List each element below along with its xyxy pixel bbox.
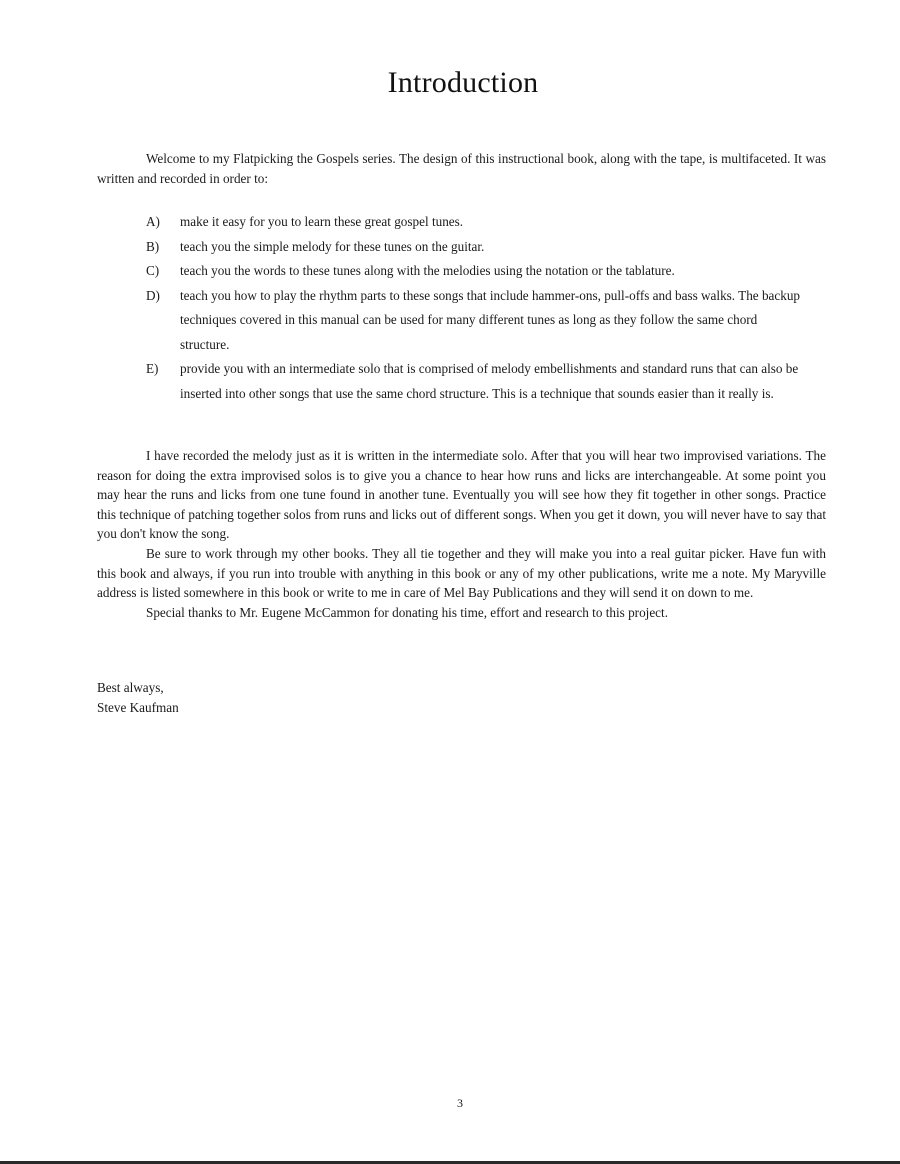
list-text: provide you with an intermediate solo that is comprised of melody embellishments and standard runs that can also be inserted into other songs that use the same chord structure. This is a technique that sounds easier than it really is. bbox=[180, 361, 799, 401]
list-text: teach you the words to these tunes along with the melodies using the notation or the tablature. bbox=[180, 263, 675, 278]
closing-block bbox=[97, 678, 179, 718]
list-item bbox=[146, 284, 826, 358]
list-marker: E) bbox=[146, 361, 159, 376]
body-paragraphs bbox=[97, 446, 826, 622]
salutation: Best always, bbox=[97, 680, 164, 695]
thanks-paragraph: Special thanks to Mr. Eugene McCammon for donating his time, effort and research to this project. bbox=[146, 604, 668, 620]
list-marker: A) bbox=[146, 214, 160, 229]
list-text: make it easy for you to learn these great gospel tunes. bbox=[180, 214, 464, 229]
page-title: Introduction bbox=[387, 66, 539, 99]
list-item bbox=[146, 357, 826, 406]
list-item bbox=[146, 235, 826, 260]
page-number: 3 bbox=[457, 1096, 463, 1110]
intro-paragraph: Welcome to my Flatpicking the Gospels series. The design of this instructional book, along with the tape, is multifaceted. It was written and recorded in order to: bbox=[97, 151, 826, 186]
other-books-paragraph: Be sure to work through my other books. They all tie together and they will make you into a real guitar picker. Have fun with this book and always, if you run into trouble with anything in this book or any of my other publications, write me a note. My Maryville address is listed somewhere in this book or write to me in care of Mel Bay Publications and they will send it on down to me. bbox=[97, 545, 826, 601]
list-marker: C) bbox=[146, 263, 160, 278]
list-marker: D) bbox=[146, 287, 160, 303]
signature: Steve Kaufman bbox=[97, 700, 179, 715]
list-item bbox=[146, 210, 826, 235]
list-marker: B) bbox=[146, 238, 160, 254]
objectives-list bbox=[146, 210, 826, 406]
list-text: teach you the simple melody for these tunes on the guitar. bbox=[180, 238, 485, 254]
recording-paragraph: I have recorded the melody just as it is written in the intermediate solo. After that you will hear two improvised variations. The reason for doing the extra improvised solos is to give you a chance to hear how runs and licks are interchangeable. At some point you may hear the runs and licks from one tune found in another tune. Eventually you will see how they fit together in other songs. Practice this technique of patching together solos from runs and licks out of different songs. When you get it down, you will never have to say that you don't know the song. bbox=[97, 448, 826, 542]
list-item bbox=[146, 259, 826, 284]
list-text: teach you how to play the rhythm parts to these songs that include hammer-ons, pull-offs and bass walks. The backup techniques covered in this manual can be used for many different tunes as long as they follow the same chord structure. bbox=[180, 287, 801, 352]
